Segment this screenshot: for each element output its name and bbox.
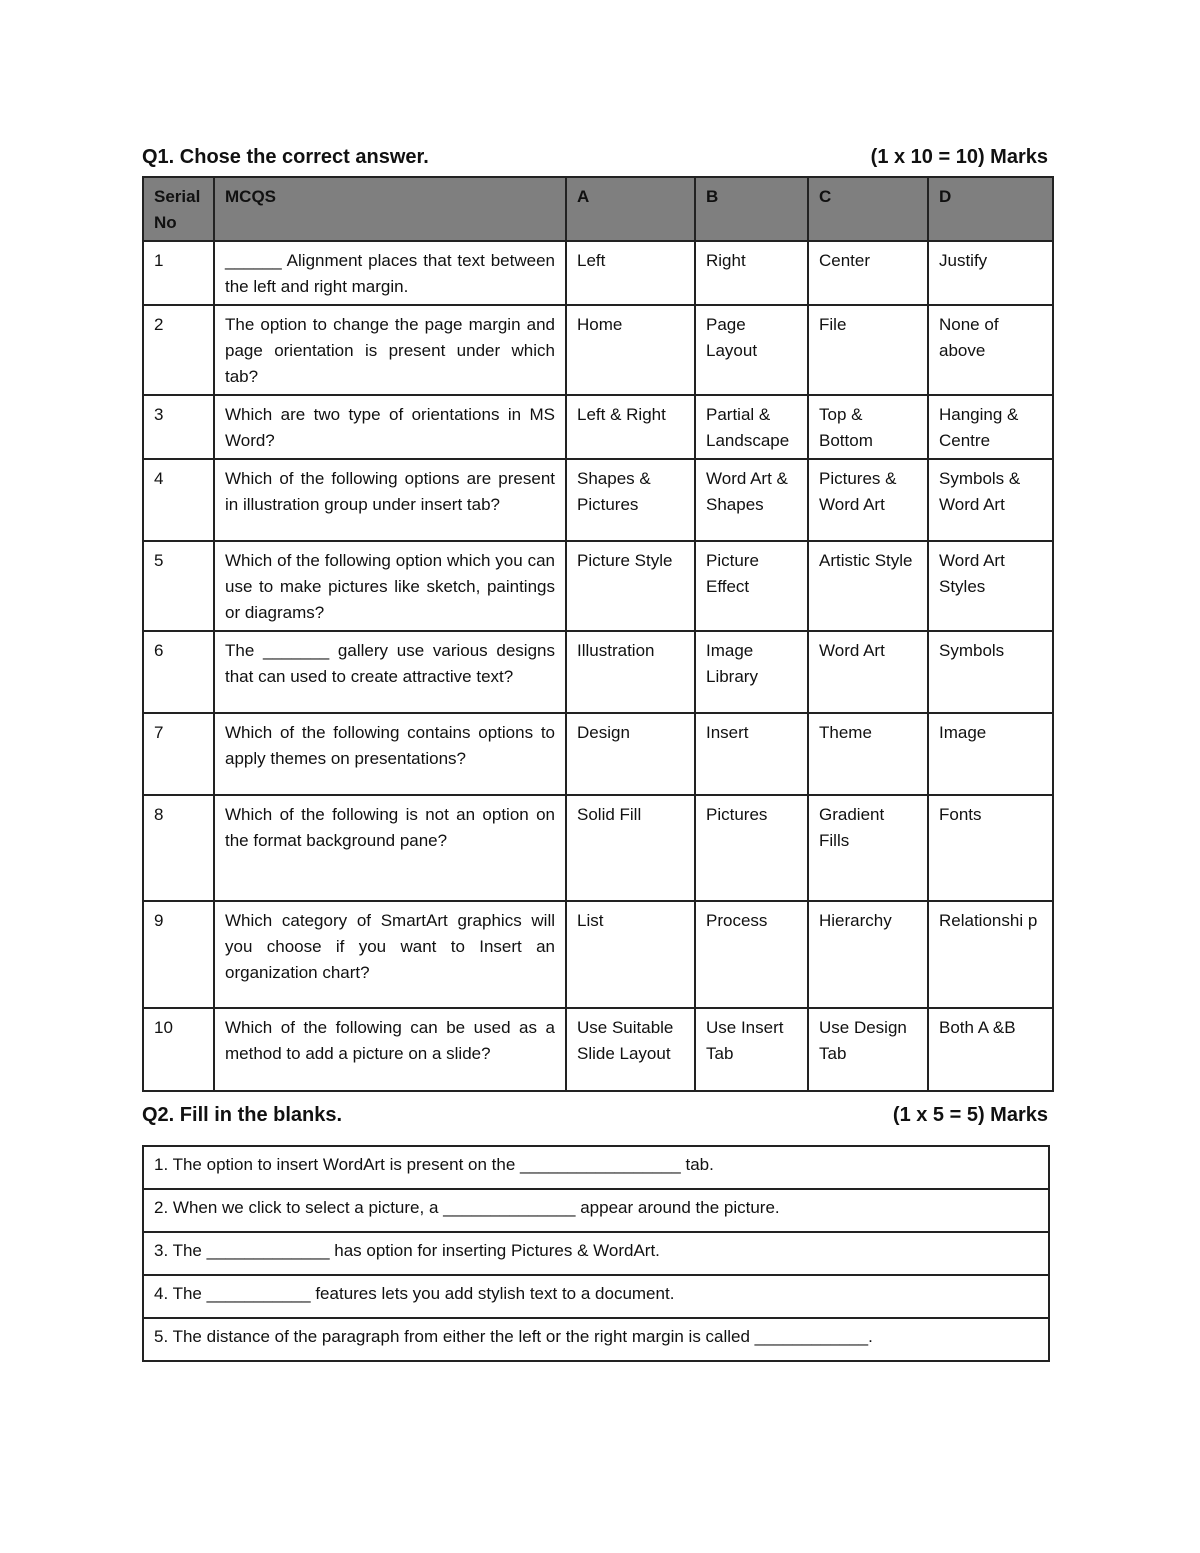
option-b-cell: Picture Effect — [695, 541, 808, 631]
question-cell: Which of the following options are present in illustration group under insert tab? — [214, 459, 566, 541]
option-a-cell: Home — [566, 305, 695, 395]
header-a: A — [566, 177, 695, 241]
serial-cell: 1 — [143, 241, 214, 305]
list-item — [143, 1146, 1049, 1189]
q1-marks: (1 x 10 = 10) Marks — [870, 146, 1048, 168]
option-d-cell: Both A &B — [928, 1008, 1053, 1091]
option-a-cell: Shapes & Pictures — [566, 459, 695, 541]
table-row — [143, 1008, 1053, 1091]
mcq-header-row — [143, 177, 1053, 241]
serial-cell: 7 — [143, 713, 214, 795]
option-b-cell: Process — [695, 901, 808, 1008]
option-b-cell: Partial & Landscape — [695, 395, 808, 459]
option-c-cell: Theme — [808, 713, 928, 795]
serial-cell: 4 — [143, 459, 214, 541]
option-d-cell: Justify — [928, 241, 1053, 305]
table-row — [143, 901, 1053, 1008]
question-cell: Which of the following can be used as a method to add a picture on a slide? — [214, 1008, 566, 1091]
option-c-cell: Pictures & Word Art — [808, 459, 928, 541]
option-d-cell: Fonts — [928, 795, 1053, 901]
question-cell: Which of the following contains options to apply themes on presentations? — [214, 713, 566, 795]
option-d-cell: Symbols — [928, 631, 1053, 713]
option-b-cell: Pictures — [695, 795, 808, 901]
option-b-cell: Word Art & Shapes — [695, 459, 808, 541]
blank-item: 4. The ___________ features lets you add stylish text to a document. — [143, 1275, 1049, 1318]
blank-item: 5. The distance of the paragraph from either the left or the right margin is called ____________. — [143, 1318, 1049, 1361]
mcq-table — [142, 176, 1054, 1092]
question-cell: Which of the following is not an option on the format background pane? — [214, 795, 566, 901]
list-item — [143, 1275, 1049, 1318]
table-row — [143, 395, 1053, 459]
option-c-cell: Center — [808, 241, 928, 305]
list-item — [143, 1189, 1049, 1232]
serial-cell: 9 — [143, 901, 214, 1008]
option-d-cell: Hanging & Centre — [928, 395, 1053, 459]
question-cell: Which are two type of orientations in MS Word? — [214, 395, 566, 459]
option-a-cell: Picture Style — [566, 541, 695, 631]
option-c-cell: Gradient Fills — [808, 795, 928, 901]
table-row — [143, 541, 1053, 631]
question-cell: ______ Alignment places that text between the left and right margin. — [214, 241, 566, 305]
table-row — [143, 459, 1053, 541]
serial-cell: 2 — [143, 305, 214, 395]
header-c: C — [808, 177, 928, 241]
serial-cell: 10 — [143, 1008, 214, 1091]
option-a-cell: Solid Fill — [566, 795, 695, 901]
option-c-cell: Word Art — [808, 631, 928, 713]
q1-title: Q1. Chose the correct answer. — [142, 146, 429, 168]
option-a-cell: Use Suitable Slide Layout — [566, 1008, 695, 1091]
serial-cell: 6 — [143, 631, 214, 713]
table-row — [143, 713, 1053, 795]
header-serial: Serial No — [143, 177, 214, 241]
option-d-cell: Word Art Styles — [928, 541, 1053, 631]
list-item — [143, 1232, 1049, 1275]
option-b-cell: Use Insert Tab — [695, 1008, 808, 1091]
q2-heading — [142, 1104, 1050, 1127]
option-d-cell: Symbols & Word Art — [928, 459, 1053, 541]
question-cell: The _______ gallery use various designs that can used to create attractive text? — [214, 631, 566, 713]
option-a-cell: Illustration — [566, 631, 695, 713]
option-a-cell: Left — [566, 241, 695, 305]
option-b-cell: Image Library — [695, 631, 808, 713]
option-b-cell: Page Layout — [695, 305, 808, 395]
table-row — [143, 241, 1053, 305]
q1-heading — [142, 146, 1050, 169]
option-d-cell: Relationshi p — [928, 901, 1053, 1008]
question-cell: The option to change the page margin and page orientation is present under which tab? — [214, 305, 566, 395]
serial-cell: 8 — [143, 795, 214, 901]
blank-item: 1. The option to insert WordArt is present on the _________________ tab. — [143, 1146, 1049, 1189]
serial-cell: 3 — [143, 395, 214, 459]
fill-blanks-table — [142, 1145, 1050, 1362]
table-row — [143, 305, 1053, 395]
option-c-cell: Top & Bottom — [808, 395, 928, 459]
option-b-cell: Insert — [695, 713, 808, 795]
list-item — [143, 1318, 1049, 1361]
option-b-cell: Right — [695, 241, 808, 305]
option-c-cell: Hierarchy — [808, 901, 928, 1008]
question-cell: Which category of SmartArt graphics will you choose if you want to Insert an organization chart? — [214, 901, 566, 1008]
q2-title: Q2. Fill in the blanks. — [142, 1104, 343, 1126]
table-row — [143, 631, 1053, 713]
header-b: B — [695, 177, 808, 241]
question-cell: Which of the following option which you can use to make pictures like sketch, paintings or diagrams? — [214, 541, 566, 631]
blank-item: 2. When we click to select a picture, a ______________ appear around the picture. — [143, 1189, 1049, 1232]
option-c-cell: Artistic Style — [808, 541, 928, 631]
q2-marks: (1 x 5 = 5) Marks — [892, 1104, 1048, 1126]
header-d: D — [928, 177, 1053, 241]
table-row — [143, 795, 1053, 901]
option-a-cell: List — [566, 901, 695, 1008]
option-c-cell: Use Design Tab — [808, 1008, 928, 1091]
blank-item: 3. The _____________ has option for inserting Pictures & WordArt. — [143, 1232, 1049, 1275]
serial-cell: 5 — [143, 541, 214, 631]
option-a-cell: Left & Right — [566, 395, 695, 459]
option-d-cell: Image — [928, 713, 1053, 795]
header-mcqs: MCQS — [214, 177, 566, 241]
option-a-cell: Design — [566, 713, 695, 795]
option-c-cell: File — [808, 305, 928, 395]
option-d-cell: None of above — [928, 305, 1053, 395]
